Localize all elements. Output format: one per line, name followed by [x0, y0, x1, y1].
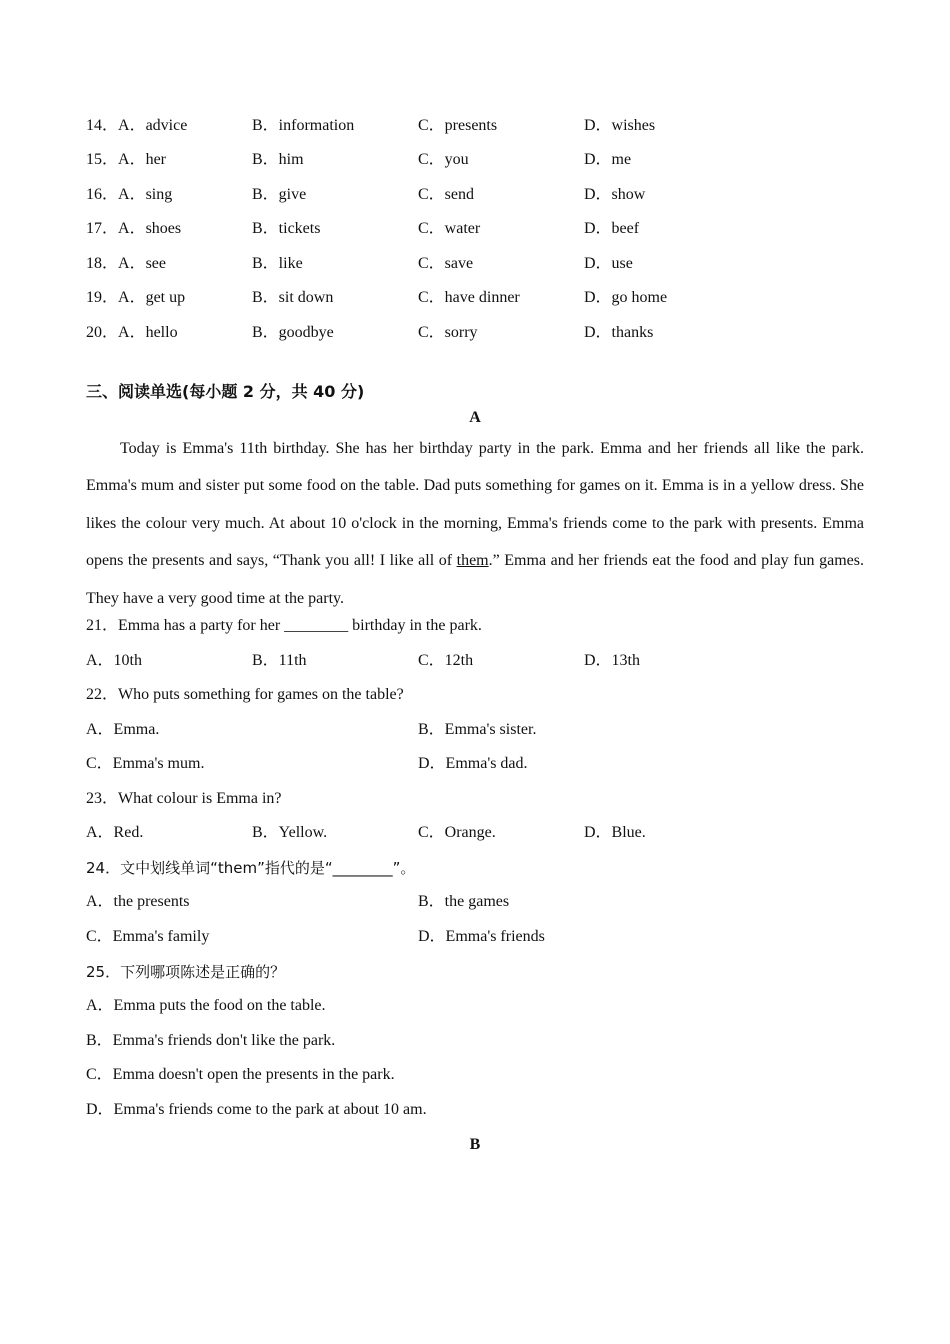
- option-a: A．10th: [86, 652, 143, 669]
- option-d: D．show: [584, 186, 646, 203]
- option-d: D．use: [584, 255, 633, 272]
- option-d: D．go home: [584, 289, 668, 306]
- option-c: C．12th: [418, 652, 474, 669]
- question-24-options-row1: [86, 890, 876, 914]
- question-number: 18．A．see: [86, 255, 167, 272]
- question-row-18: [86, 252, 876, 276]
- option-c: C．water: [418, 220, 481, 237]
- question-number: 16．A．sing: [86, 186, 173, 203]
- section-title: 三、阅读单选(每小题 2 分，共 40 分): [86, 382, 365, 401]
- option-c: C．sorry: [418, 324, 478, 341]
- option-d: D．13th: [584, 652, 641, 669]
- option-b: B．tickets: [252, 220, 321, 237]
- option-c: C．have dinner: [418, 289, 520, 306]
- underlined-word: them: [456, 552, 489, 570]
- option-c: C．send: [418, 186, 475, 203]
- question-row-20: [86, 321, 876, 345]
- question-25-option-a: A．Emma puts the food on the table.: [86, 997, 326, 1014]
- question-row-19: [86, 286, 876, 310]
- option-b: B．the games: [418, 893, 510, 910]
- question-row-17: [86, 217, 876, 241]
- option-c: C．presents: [418, 117, 498, 134]
- question-22-options-row2: [86, 752, 876, 776]
- question-24-options-row2: [86, 925, 876, 949]
- passage-b-label: B: [469, 1136, 481, 1153]
- question-row-15: [86, 148, 876, 172]
- option-b: B．Emma's sister.: [418, 721, 537, 738]
- question-21-stem: 21．Emma has a party for her ________ birthday in the park.: [86, 617, 482, 634]
- option-b: B．him: [252, 151, 304, 168]
- option-b: B．sit down: [252, 289, 334, 306]
- option-d: D．me: [584, 151, 632, 168]
- question-row-14: [86, 114, 876, 138]
- question-22-stem: 22．Who puts something for games on the table?: [86, 686, 404, 703]
- option-b: B．11th: [252, 652, 307, 669]
- question-number: 17．A．shoes: [86, 220, 182, 237]
- option-c: C．you: [418, 151, 469, 168]
- question-number: 20．A．hello: [86, 324, 178, 341]
- question-number: 19．A．get up: [86, 289, 186, 306]
- passage-a-text: Today is Emma's 11th birthday. She has her birthday party in the park. Emma and her friends all like the park. Emma's mum and sister put some food on the table. Dad puts something for games on it. Emma is in a yellow dress. She likes the colour very much. At about 10 o'clock in the morning, Emma's friends come to the park with presents. Emma opens the presents and says, “Thank you all! I like all of them.” Emma and her friends eat the food and play fun games. They have a very good time at the party.: [86, 440, 864, 607]
- option-c: C．Orange.: [418, 824, 496, 841]
- question-22-options-row1: [86, 718, 876, 742]
- option-b: B．give: [252, 186, 307, 203]
- question-25-stem: 25．下列哪项陈述是正确的？: [86, 963, 286, 981]
- option-d: D．wishes: [584, 117, 656, 134]
- question-23-options: [86, 821, 876, 845]
- option-d: D．beef: [584, 220, 640, 237]
- option-d: D．Blue.: [584, 824, 646, 841]
- option-b: B．like: [252, 255, 303, 272]
- option-b: B．goodbye: [252, 324, 334, 341]
- option-d: D．thanks: [584, 324, 654, 341]
- option-d: D．Emma's dad.: [418, 755, 528, 772]
- question-24-stem: 24．文中划线单词“them”指代的是“________”。: [86, 859, 416, 877]
- question-number: 15．A．her: [86, 151, 167, 168]
- option-a: A．Red.: [86, 824, 144, 841]
- question-23-stem: 23．What colour is Emma in?: [86, 790, 282, 807]
- option-c: C．Emma's family: [86, 928, 210, 945]
- question-21-options: [86, 649, 876, 673]
- question-row-16: [86, 183, 876, 207]
- option-a: A．the presents: [86, 893, 190, 910]
- passage-a-label: A: [469, 409, 481, 426]
- question-number: 14．A．advice: [86, 117, 188, 134]
- option-c: C．save: [418, 255, 474, 272]
- option-b: B．information: [252, 117, 355, 134]
- question-25-option-c: C．Emma doesn't open the presents in the park.: [86, 1066, 395, 1083]
- option-d: D．Emma's friends: [418, 928, 545, 945]
- option-b: B．Yellow.: [252, 824, 328, 841]
- option-c: C．Emma's mum.: [86, 755, 205, 772]
- question-25-option-b: B．Emma's friends don't like the park.: [86, 1032, 336, 1049]
- option-a: A．Emma.: [86, 721, 160, 738]
- question-25-option-d: D．Emma's friends come to the park at about 10 am.: [86, 1101, 427, 1118]
